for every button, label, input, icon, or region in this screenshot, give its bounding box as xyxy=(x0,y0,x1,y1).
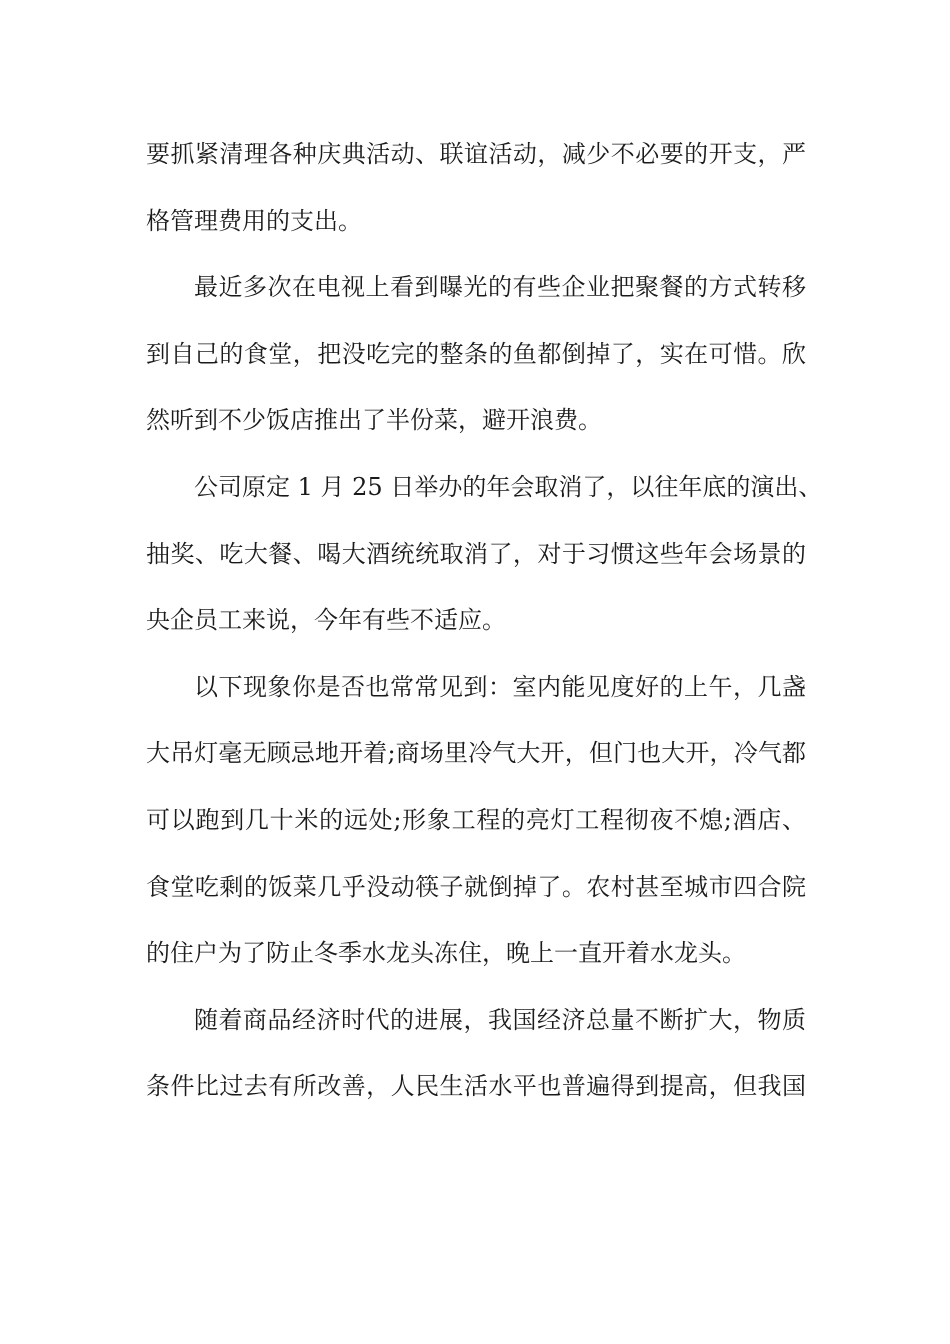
document-body xyxy=(146,121,823,1120)
text-line: 最近多次在电视上看到曝光的有些企业把聚餐的方式转移 xyxy=(194,273,806,302)
text-line: 食堂吃剩的饭菜几乎没动筷子就倒掉了。农村甚至城市四合院 xyxy=(146,872,806,901)
text-line: 格管理费用的支出。 xyxy=(146,206,362,235)
text-line: 可以跑到几十米的远处;形象工程的亮灯工程彻夜不熄;酒店、 xyxy=(146,805,806,834)
text-line: 条件比过去有所改善，人民生活水平也普遍得到提高，但我国 xyxy=(146,1072,806,1101)
text-line: 随着商品经济时代的进展，我国经济总量不断扩大，物质 xyxy=(194,1005,806,1034)
text-line: 大吊灯毫无顾忌地开着;商场里冷气大开，但门也大开，冷气都 xyxy=(146,739,806,768)
text-line: 央企员工来说，今年有些不适应。 xyxy=(146,606,506,635)
text-line: 公司原定 1 月 25 日举办的年会取消了，以往年底的演出、 xyxy=(194,472,823,501)
text-line: 的住户为了防止冬季水龙头冻住，晚上一直开着水龙头。 xyxy=(146,939,746,968)
text-line: 要抓紧清理各种庆典活动、联谊活动，减少不必要的开支，严 xyxy=(146,140,806,168)
text-line: 到自己的食堂，把没吃完的整条的鱼都倒掉了，实在可惜。欣 xyxy=(146,339,806,368)
text-line: 抽奖、吃大餐、喝大酒统统取消了，对于习惯这些年会场景的 xyxy=(146,539,806,568)
text-line: 然听到不少饭店推出了半份菜，避开浪费。 xyxy=(146,406,602,435)
text-line: 以下现象你是否也常常见到：室内能见度好的上午，几盏 xyxy=(194,672,806,701)
